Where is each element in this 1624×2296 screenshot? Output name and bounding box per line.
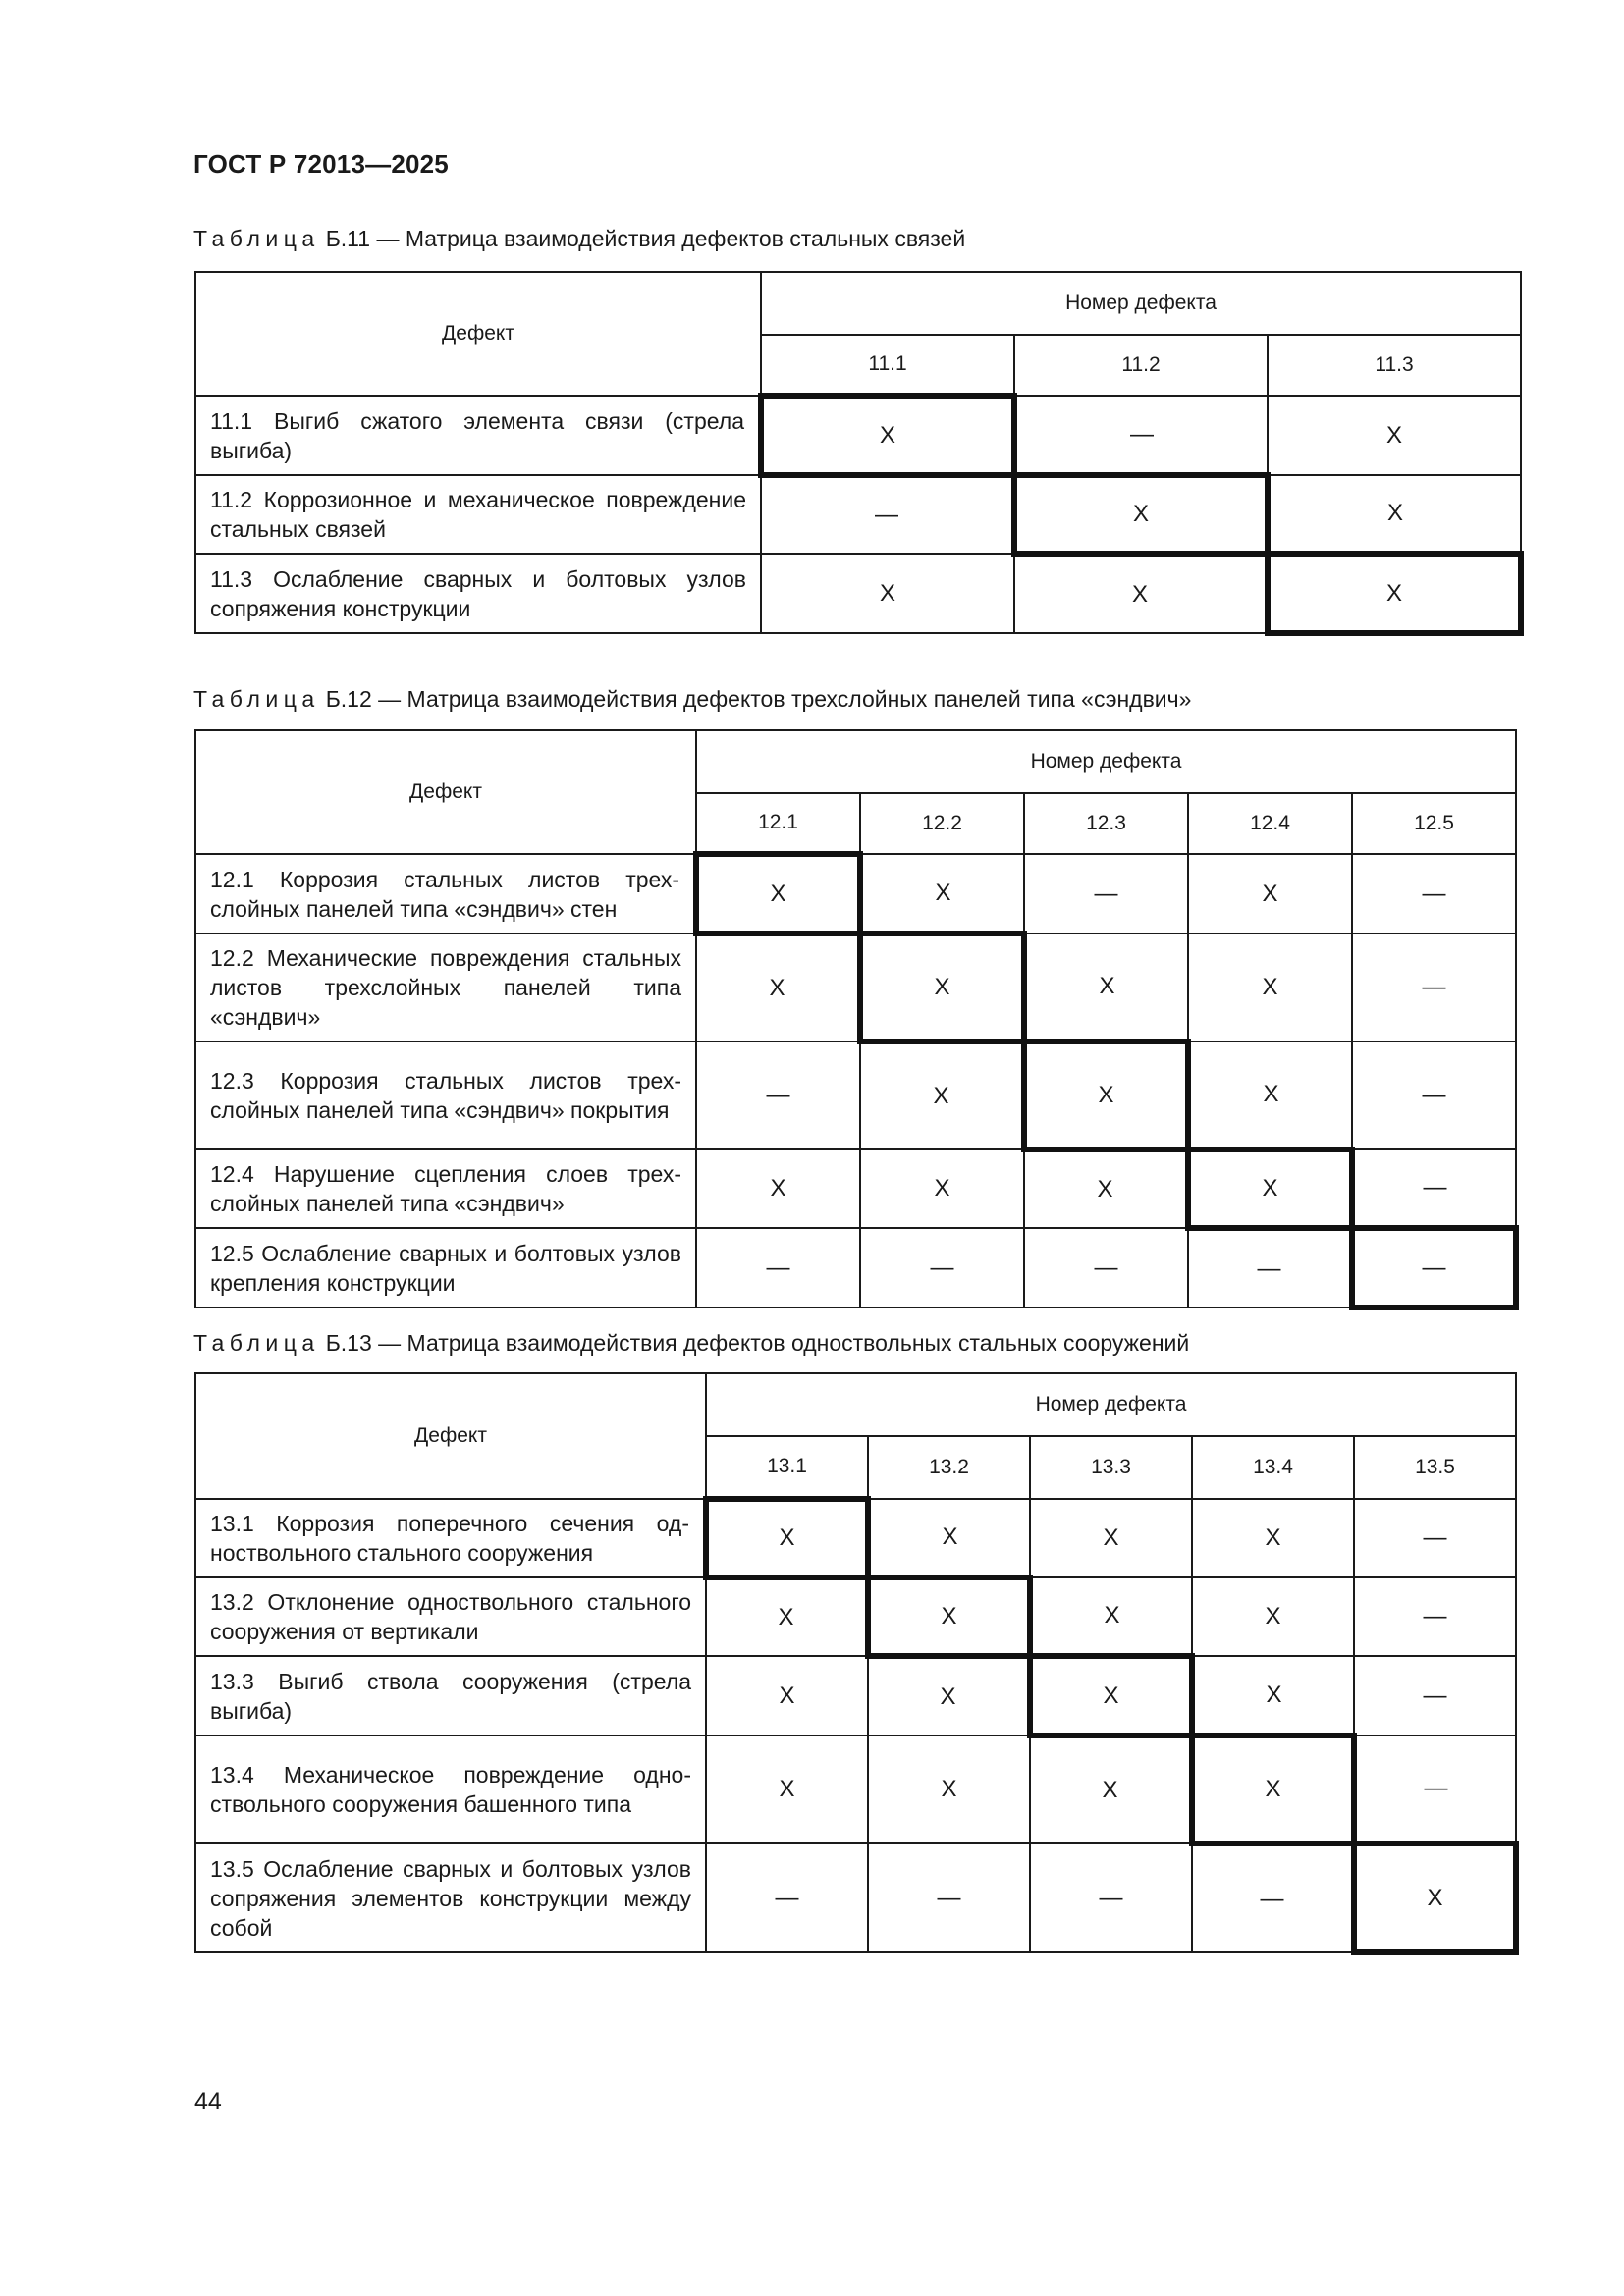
defect-column-header: Дефект — [195, 1373, 706, 1499]
defect-label: 12.4 Нарушение сцепления слоев трехслойных панелей типа «сэндвич» — [195, 1149, 696, 1228]
column-number: 13.1 — [706, 1436, 868, 1499]
table-row — [195, 1499, 1516, 1577]
matrix-cell — [1030, 1577, 1192, 1656]
cell-mark: X — [1132, 501, 1149, 527]
cell-mark: X — [1386, 500, 1403, 526]
document-header: ГОСТ Р 72013—2025 — [193, 149, 449, 179]
matrix-cell — [1014, 475, 1268, 554]
table-row — [195, 554, 1521, 633]
cell-mark: X — [934, 974, 950, 1000]
matrix-cell — [761, 475, 1014, 554]
defect-label: 11.3 Ослабление сварных и болтовых узлов сопряжения конструкции — [195, 554, 761, 633]
cell-mark: X — [1265, 1603, 1281, 1629]
table-row — [195, 1843, 1516, 1952]
matrix-cell — [1268, 475, 1521, 554]
cell-mark: X — [1266, 1681, 1282, 1708]
matrix-cell — [1024, 934, 1188, 1041]
defect-number-header: Номер дефекта — [696, 730, 1516, 793]
matrix-cell — [706, 1735, 868, 1843]
table-row — [195, 1041, 1516, 1149]
matrix-cell — [696, 1149, 860, 1228]
column-number: 12.3 — [1024, 793, 1188, 854]
cell-mark: X — [1263, 1081, 1279, 1107]
caption-prefix: Таблица — [193, 226, 320, 251]
caption-text: Б.13 — Матрица взаимодействия дефектов одноствольных стальных сооружений — [325, 1330, 1190, 1356]
column-number: 13.5 — [1354, 1436, 1516, 1499]
cell-mark: X — [1104, 1602, 1120, 1629]
defect-label: 12.1 Коррозия стальных листов трехслойных панелей типа «сэндвич» стен — [195, 854, 696, 934]
column-number: 13.4 — [1192, 1436, 1354, 1499]
matrix-cell — [706, 1656, 868, 1735]
cell-mark: X — [1099, 973, 1115, 999]
matrix-cell — [1024, 1149, 1188, 1228]
cell-mark: X — [778, 1604, 794, 1630]
matrix-cell — [1268, 554, 1521, 633]
matrix-cell — [696, 1041, 860, 1149]
matrix-cell — [696, 854, 860, 934]
matrix-cell — [1188, 1041, 1352, 1149]
defect-label: 12.3 Коррозия стальных листов трехслойных панелей типа «сэндвич» покрытия — [195, 1041, 696, 1149]
matrix-cell — [1352, 934, 1516, 1041]
matrix-cell — [1014, 396, 1268, 475]
cell-mark: X — [879, 579, 895, 607]
cell-mark: X — [935, 879, 951, 906]
matrix-cell — [1192, 1843, 1354, 1952]
matrix-cell — [868, 1499, 1030, 1577]
table-row — [195, 1149, 1516, 1228]
matrix-cell — [1188, 854, 1352, 934]
table-caption-b11 — [193, 226, 965, 252]
column-number: 12.4 — [1188, 793, 1352, 854]
cell-mark: X — [779, 1524, 795, 1551]
matrix-cell — [860, 854, 1024, 934]
cell-mark: — — [1422, 1082, 1446, 1108]
matrix-cell — [1352, 1228, 1516, 1308]
defect-label: 13.5 Ослабление сварных и болтовых узлов сопряжения элементов конструкции между собой — [195, 1843, 706, 1952]
matrix-cell — [706, 1577, 868, 1656]
cell-mark: X — [1265, 1524, 1281, 1551]
column-number: 11.2 — [1014, 335, 1268, 396]
defect-label: 13.3 Выгиб ствола сооружения (стрела выгиба) — [195, 1656, 706, 1735]
matrix-cell — [868, 1577, 1030, 1656]
matrix-cell — [696, 934, 860, 1041]
matrix-cell — [706, 1499, 868, 1577]
cell-mark: — — [1099, 1884, 1123, 1911]
table-row — [195, 475, 1521, 554]
page-number: 44 — [194, 2088, 222, 2115]
matrix-cell — [860, 1228, 1024, 1308]
table-row — [195, 1228, 1516, 1308]
defect-label: 12.2 Механические повреждения стальных листов трехслойных панелей типа «сэндвич» — [195, 934, 696, 1041]
matrix-cell — [1352, 1149, 1516, 1228]
cell-mark: — — [1423, 1524, 1447, 1551]
matrix-cell — [868, 1735, 1030, 1843]
matrix-cell — [868, 1843, 1030, 1952]
cell-mark: — — [1257, 1255, 1281, 1282]
cell-mark: X — [879, 421, 895, 449]
matrix-cell — [1030, 1735, 1192, 1843]
column-number: 11.3 — [1268, 335, 1521, 396]
cell-mark: — — [1423, 1682, 1447, 1709]
defect-label: 13.2 Отклонение одноствольного стального сооружения от вертикали — [195, 1577, 706, 1656]
cell-mark: — — [1422, 880, 1446, 907]
cell-mark: X — [1265, 1776, 1281, 1802]
matrix-cell — [1192, 1577, 1354, 1656]
caption-prefix: Таблица — [193, 686, 320, 712]
defect-label: 13.1 Коррозия поперечного сечения одноствольного стального сооружения — [195, 1499, 706, 1577]
cell-mark: — — [1260, 1885, 1284, 1912]
table-caption-b12 — [193, 686, 1191, 713]
table-row — [195, 854, 1516, 934]
matrix-cell — [868, 1656, 1030, 1735]
defect-matrix-b11 — [194, 271, 1524, 636]
matrix-cell — [1354, 1499, 1516, 1577]
column-number: 12.1 — [696, 793, 860, 854]
cell-mark: X — [934, 1175, 950, 1201]
cell-mark: — — [1094, 1254, 1118, 1281]
table-row — [195, 1656, 1516, 1735]
matrix-cell — [1354, 1577, 1516, 1656]
defect-label: 11.2 Коррозионное и механическое повреждение стальных связей — [195, 475, 761, 554]
cell-mark: — — [1130, 420, 1154, 448]
column-number: 11.1 — [761, 335, 1014, 396]
matrix-cell — [860, 1149, 1024, 1228]
table-row — [195, 934, 1516, 1041]
matrix-cell — [1188, 934, 1352, 1041]
defect-label: 12.5 Ослабление сварных и болтовых узлов крепления конструкции — [195, 1228, 696, 1308]
cell-mark: X — [942, 1523, 958, 1550]
cell-mark: — — [775, 1884, 799, 1911]
table-row — [195, 396, 1521, 475]
cell-mark: X — [1131, 580, 1148, 608]
cell-mark: X — [1103, 1524, 1119, 1551]
defect-column-header: Дефект — [195, 272, 761, 396]
matrix-cell — [1030, 1843, 1192, 1952]
matrix-cell — [706, 1843, 868, 1952]
cell-mark: X — [779, 1682, 795, 1709]
table-row — [195, 1735, 1516, 1843]
column-number: 13.2 — [868, 1436, 1030, 1499]
matrix-cell — [1024, 1041, 1188, 1149]
matrix-cell — [1030, 1656, 1192, 1735]
cell-mark: X — [940, 1682, 956, 1710]
cell-mark: X — [1097, 1176, 1113, 1202]
matrix-cell — [1192, 1735, 1354, 1843]
cell-mark: X — [1102, 1777, 1118, 1803]
matrix-cell — [1352, 854, 1516, 934]
cell-mark: X — [1103, 1682, 1119, 1709]
matrix-cell — [1024, 854, 1188, 934]
matrix-cell — [1014, 554, 1268, 633]
defect-label: 11.1 Выгиб сжатого элемента связи (стрела выгиба) — [195, 396, 761, 475]
cell-mark: X — [770, 1175, 786, 1201]
matrix-cell — [1352, 1041, 1516, 1149]
table-row — [195, 1577, 1516, 1656]
column-number: 12.5 — [1352, 793, 1516, 854]
defect-label: 13.4 Механическое повреждение одноствольного сооружения башенного типа — [195, 1735, 706, 1843]
cell-mark: — — [937, 1884, 961, 1911]
cell-mark: X — [1262, 1175, 1278, 1201]
cell-mark: — — [766, 1254, 790, 1281]
cell-mark: — — [766, 1082, 790, 1108]
cell-mark: X — [941, 1603, 957, 1629]
cell-mark: — — [1423, 1603, 1447, 1629]
cell-mark: X — [1262, 974, 1278, 1000]
caption-prefix: Таблица — [193, 1330, 320, 1356]
defect-matrix-b13 — [194, 1372, 1519, 1955]
matrix-cell — [1024, 1228, 1188, 1308]
matrix-cell — [860, 1041, 1024, 1149]
matrix-cell — [696, 1228, 860, 1308]
cell-mark: X — [1385, 579, 1402, 607]
cell-mark: — — [875, 502, 898, 528]
cell-mark: X — [779, 1776, 795, 1802]
cell-mark: X — [933, 1083, 949, 1109]
cell-mark: X — [1427, 1884, 1443, 1911]
defect-number-header: Номер дефекта — [761, 272, 1521, 335]
matrix-cell — [1192, 1656, 1354, 1735]
cell-mark: X — [1098, 1082, 1114, 1108]
column-number: 13.3 — [1030, 1436, 1192, 1499]
matrix-cell — [1268, 396, 1521, 475]
caption-text: Б.11 — Матрица взаимодействия дефектов стальных связей — [325, 226, 966, 251]
cell-mark: X — [769, 975, 785, 1001]
cell-mark: — — [1424, 1775, 1448, 1801]
cell-mark: — — [1423, 1174, 1447, 1201]
matrix-cell — [1192, 1499, 1354, 1577]
matrix-cell — [1354, 1843, 1516, 1952]
cell-mark: — — [1422, 1254, 1446, 1281]
table-caption-b13 — [193, 1330, 1189, 1357]
cell-mark: — — [1094, 880, 1118, 907]
cell-mark: X — [1262, 880, 1278, 907]
matrix-cell — [1030, 1499, 1192, 1577]
cell-mark: — — [1422, 974, 1446, 1000]
cell-mark: X — [941, 1776, 957, 1802]
defect-number-header: Номер дефекта — [706, 1373, 1516, 1436]
column-number: 12.2 — [860, 793, 1024, 854]
matrix-cell — [860, 934, 1024, 1041]
cell-mark: X — [770, 880, 786, 907]
matrix-cell — [761, 396, 1014, 475]
matrix-cell — [1188, 1228, 1352, 1308]
cell-mark: X — [1385, 421, 1402, 449]
matrix-cell — [1188, 1149, 1352, 1228]
defect-column-header: Дефект — [195, 730, 696, 854]
defect-matrix-b12 — [194, 729, 1519, 1310]
matrix-cell — [1354, 1735, 1516, 1843]
matrix-cell — [1354, 1656, 1516, 1735]
matrix-cell — [761, 554, 1014, 633]
cell-mark: — — [930, 1254, 954, 1281]
caption-text: Б.12 — Матрица взаимодействия дефектов трехслойных панелей типа «сэндвич» — [325, 686, 1192, 712]
